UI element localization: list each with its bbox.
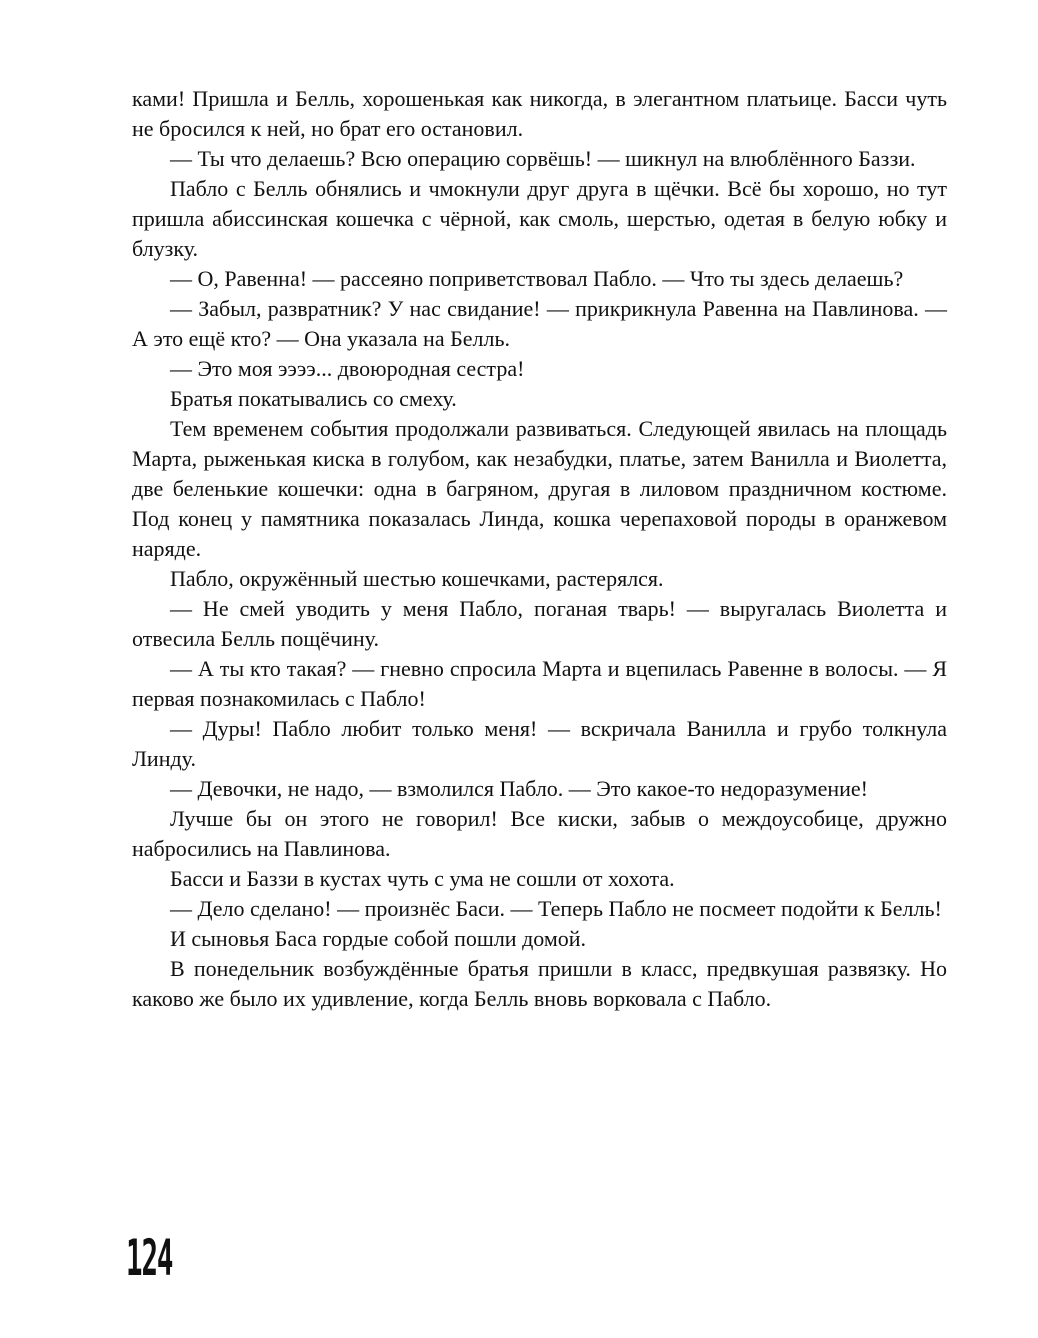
paragraph: Пабло с Белль обнялись и чмокнули друг друга в щёчки. Всё бы хорошо, но тут пришла абиссинская кошечка с чёрной, как смоль, шерстью, одетая в белую юбку и блузку. [132, 176, 947, 261]
page-number: 124 [126, 1229, 173, 1287]
paragraph: ками! Пришла и Белль, хорошенькая как никогда, в элегантном платьице. Басси чуть не бросился к ней, но брат его остановил. [132, 86, 947, 141]
paragraph: — Девочки, не надо, — взмолился Пабло. — Это какое-то недоразумение! [170, 776, 868, 801]
paragraph: — О, Равенна! — рассеяно поприветствовал Пабло. — Что ты здесь делаешь? [170, 266, 904, 291]
paragraph: — Забыл, развратник? У нас свидание! — прикрикнула Равенна на Павлинова. — А это ещё кто? — Она указала на Белль. [132, 296, 947, 351]
paragraph: Пабло, окружённый шестью кошечками, растерялся. [170, 566, 664, 591]
paragraph: И сыновья Баса гордые собой пошли домой. [170, 926, 587, 951]
paragraph: Басси и Баззи в кустах чуть с ума не сошли от хохота. [170, 866, 675, 891]
paragraph: Братья покатывались со смеху. [170, 386, 457, 411]
paragraph: Тем временем события продолжали развиваться. Следующей явилась на площадь Марта, рыженькая киска в голубом, как незабудки, платье, затем Ванилла и Виолетта, две беленькие кошечки: одна в багряном, другая в лиловом праздничном костюме. Под конец у памятника показалась Линда, кошка черепаховой породы в оранжевом наряде. [132, 416, 947, 561]
paragraph: — Не смей уводить у меня Пабло, поганая тварь! — выругалась Виолетта и отвесила Белль пощёчину. [132, 596, 947, 651]
paragraph: — Дуры! Пабло любит только меня! — вскричала Ванилла и грубо толкнула Линду. [132, 716, 947, 771]
paragraph: — Ты что делаешь? Всю операцию сорвёшь! — шикнул на влюблённого Баззи. [170, 146, 916, 171]
paragraph: Лучше бы он этого не говорил! Все киски, забыв о междоусобице, дружно набросились на Павлинова. [132, 806, 947, 861]
body-text [132, 84, 947, 1014]
paragraph: — Это моя ээээ... двоюродная сестра! [170, 356, 525, 381]
paragraph: — А ты кто такая? — гневно спросила Марта и вцепилась Равенне в волосы. — Я первая познакомилась с Пабло! [132, 656, 947, 711]
paragraph: В понедельник возбуждённые братья пришли в класс, предвкушая развязку. Но каково же было их удивление, когда Белль вновь ворковала с Пабло. [132, 956, 947, 1011]
paragraph: — Дело сделано! — произнёс Баси. — Теперь Пабло не посмеет подойти к Белль! [170, 896, 942, 921]
